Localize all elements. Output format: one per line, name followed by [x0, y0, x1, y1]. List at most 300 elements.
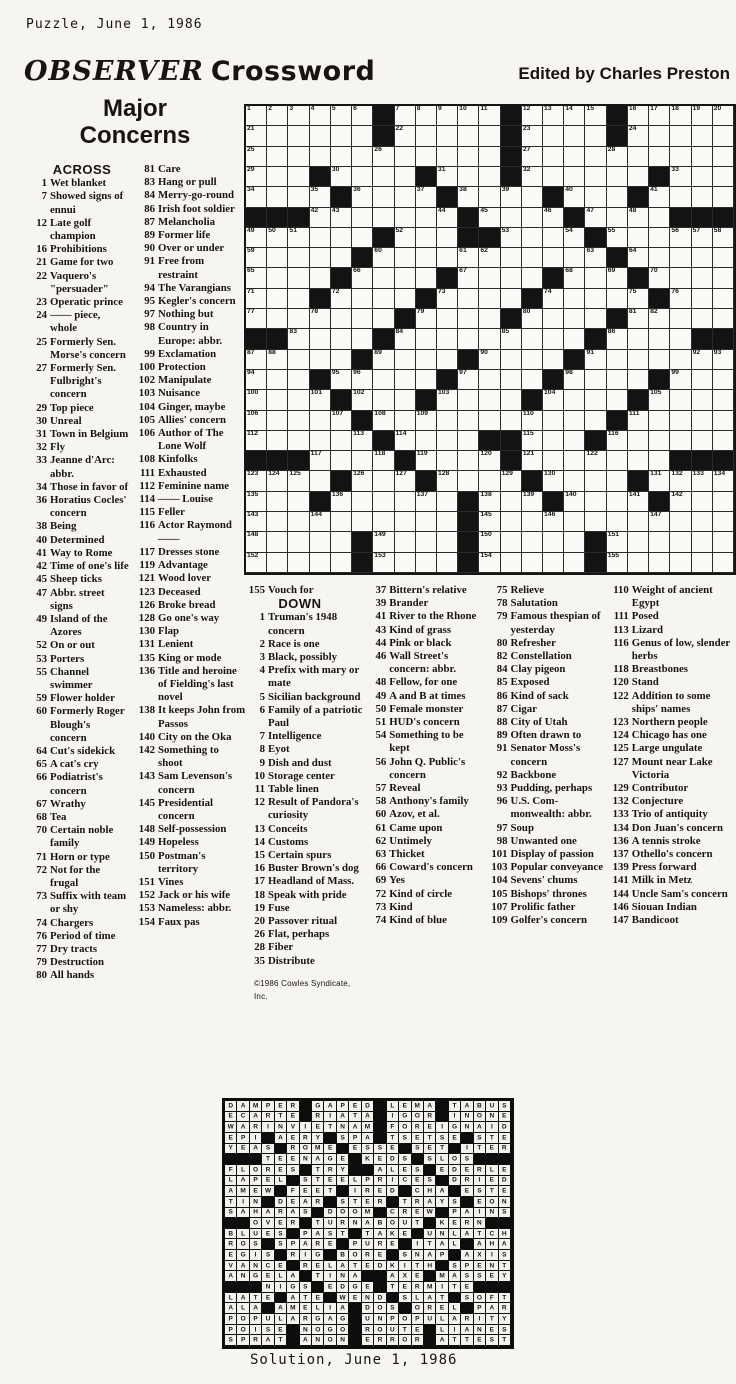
solution-cell	[275, 1122, 287, 1133]
solution-letter: E	[328, 1240, 333, 1248]
puzzle-cell	[437, 532, 458, 552]
puzzle-cell	[479, 289, 500, 309]
solution-cell	[362, 1303, 374, 1314]
solution-letter: L	[440, 1315, 445, 1323]
solution-cell	[225, 1197, 237, 1208]
puzzle-cell	[628, 431, 649, 451]
solution-cell	[499, 1165, 511, 1176]
solution-cell	[250, 1271, 262, 1282]
puzzle-cell	[458, 106, 479, 126]
clue-48: 48 Fellow, for one	[375, 676, 458, 689]
solution-cell	[499, 1144, 511, 1155]
clue-62: 62 Untimely	[375, 834, 432, 847]
solution-cell	[424, 1144, 436, 1155]
cell-number: 145	[480, 511, 492, 519]
solution-letter: N	[464, 1112, 470, 1120]
solution-letter: R	[365, 1326, 370, 1334]
puzzle-cell	[395, 187, 416, 207]
solution-cell	[250, 1197, 262, 1208]
solution-cell	[436, 1218, 448, 1229]
solution-cell	[412, 1101, 424, 1112]
cell-number: 50	[268, 226, 276, 234]
solution-cell	[424, 1314, 436, 1325]
solution-letter: S	[502, 1208, 507, 1216]
solution-letter: R	[265, 1166, 271, 1174]
solution-cell	[312, 1271, 324, 1282]
puzzle-cell	[331, 370, 352, 390]
puzzle-cell	[458, 451, 479, 471]
solution-cell	[399, 1165, 411, 1176]
clue-100: 100 Protection	[138, 361, 206, 374]
puzzle-cell	[585, 471, 606, 491]
solution-letter: A	[228, 1272, 234, 1280]
clue-69: 69 Yes	[375, 874, 405, 887]
solution-letter: F	[390, 1123, 395, 1131]
solution-cell	[399, 1314, 411, 1325]
solution-letter: E	[303, 1304, 308, 1312]
solution-cell	[499, 1197, 511, 1208]
solution-letter: L	[452, 1304, 457, 1312]
solution-cell	[474, 1165, 486, 1176]
solution-letter: A	[253, 1112, 258, 1120]
cell-number: 107	[331, 409, 344, 417]
solution-cell	[412, 1314, 424, 1325]
puzzle-cell	[628, 289, 649, 309]
clue-44: 44 Pink or black	[375, 636, 452, 649]
solution-cell	[225, 1229, 237, 1240]
black-cell	[352, 350, 373, 370]
solution-letter: N	[340, 1123, 345, 1131]
puzzle-cell	[331, 228, 352, 248]
puzzle-cell	[628, 512, 649, 532]
clue-1: 1 Truman's 1948 concern	[259, 611, 338, 637]
clue-4: 4 Prefix with mary or mate	[259, 664, 360, 690]
solution-letter: A	[228, 1304, 234, 1312]
puzzle-cell	[692, 411, 713, 431]
solution-cell	[461, 1122, 473, 1133]
black-cell	[399, 1144, 411, 1155]
solution-letter: P	[415, 1315, 420, 1323]
solution-letter: L	[241, 1304, 246, 1312]
solution-letter: D	[452, 1176, 457, 1184]
puzzle-cell	[670, 411, 691, 431]
solution-cell	[387, 1325, 399, 1336]
solution-cell	[262, 1293, 274, 1304]
cell-number: 47	[586, 206, 595, 214]
solution-cell	[237, 1186, 249, 1197]
solution-letter: A	[427, 1251, 433, 1259]
solution-letter: E	[489, 1326, 495, 1334]
solution-cell	[324, 1101, 336, 1112]
puzzle-cell	[246, 228, 267, 248]
puzzle-cell	[522, 167, 543, 187]
solution-letter: B	[340, 1251, 345, 1259]
puzzle-cell	[246, 370, 267, 390]
puzzle-cell	[246, 126, 267, 146]
solution-letter: S	[427, 1176, 432, 1184]
puzzle-cell	[649, 329, 670, 349]
puzzle-cell	[692, 126, 713, 146]
puzzle-cell	[479, 471, 500, 491]
solution-letter: D	[365, 1304, 370, 1312]
solution-letter: L	[228, 1294, 233, 1302]
cell-number: 3	[289, 105, 294, 112]
puzzle-cell	[585, 390, 606, 410]
solution-letter: T	[328, 1123, 333, 1131]
puzzle-cell	[649, 147, 670, 167]
solution-letter: T	[390, 1134, 395, 1142]
solution-cell	[436, 1250, 448, 1261]
puzzle-cell	[543, 228, 564, 248]
puzzle-cell	[713, 390, 734, 410]
clue-123: 123 Northern people	[612, 716, 708, 729]
black-cell	[287, 1261, 299, 1272]
puzzle-cell	[479, 329, 500, 349]
solution-letter: K	[439, 1219, 445, 1227]
puzzle-cell	[331, 167, 352, 187]
solution-letter: R	[377, 1198, 383, 1206]
cell-number: 90	[480, 348, 488, 356]
puzzle-cell	[522, 147, 543, 167]
clue-52: 52 On or out	[36, 639, 95, 652]
clue-119: 119 Advantage	[139, 559, 208, 572]
solution-letter: E	[265, 1272, 271, 1280]
puzzle-cell	[607, 512, 628, 532]
clue-145: 145 Presidential concern	[138, 796, 213, 822]
solution-cell	[486, 1186, 498, 1197]
puzzle-cell	[310, 248, 331, 268]
solution-letter: C	[265, 1262, 271, 1270]
cell-number: 75	[628, 287, 637, 295]
masthead-crossword: Crossword	[210, 56, 376, 87]
solution-letter: I	[254, 1251, 257, 1259]
puzzle-cell	[713, 553, 734, 573]
solution-letter: N	[253, 1262, 258, 1270]
puzzle-cell	[713, 471, 734, 491]
solution-letter: A	[464, 1102, 470, 1110]
black-cell	[267, 451, 288, 471]
solution-letter: I	[441, 1123, 443, 1131]
solution-letter: O	[476, 1112, 482, 1120]
cell-number: 48	[628, 206, 637, 214]
solution-letter: I	[354, 1187, 356, 1195]
puzzle-cell	[246, 106, 267, 126]
black-cell	[501, 309, 522, 329]
puzzle-cell	[607, 553, 628, 573]
solution-letter: E	[228, 1134, 233, 1142]
solution-cell	[287, 1282, 299, 1293]
clue-131: 131 Lenient	[138, 638, 194, 651]
cell-number: 97	[459, 368, 467, 376]
clue-79: 79 Destruction	[36, 956, 104, 969]
solution-letter: U	[365, 1315, 370, 1323]
solution-cell	[387, 1314, 399, 1325]
clue-22: 22 Vaquero's "persuader"	[36, 269, 109, 295]
puzzle-cell	[670, 431, 691, 451]
cell-number: 56	[671, 226, 679, 234]
solution-letter: E	[415, 1176, 420, 1184]
solution-cell	[237, 1208, 249, 1219]
solution-cell	[287, 1293, 299, 1304]
cell-number: 94	[247, 368, 255, 376]
solution-cell	[324, 1229, 336, 1240]
clue-151: 151 Vines	[138, 875, 184, 888]
puzzle-cell	[267, 411, 288, 431]
solution-cell	[287, 1101, 299, 1112]
black-cell	[395, 309, 416, 329]
solution-letter: B	[377, 1219, 383, 1227]
puzzle-cell	[246, 512, 267, 532]
solution-cell	[225, 1176, 237, 1187]
solution-cell	[499, 1112, 511, 1123]
puzzle-cell	[713, 228, 734, 248]
puzzle-cell	[458, 431, 479, 451]
black-cell	[246, 208, 267, 228]
solution-cell	[337, 1218, 349, 1229]
solution-cell	[225, 1133, 237, 1144]
solution-letter: P	[390, 1315, 395, 1323]
solution-cell	[436, 1325, 448, 1336]
solution-cell	[300, 1325, 312, 1336]
solution-letter: A	[464, 1326, 470, 1334]
solution-cell	[349, 1239, 361, 1250]
puzzle-cell	[479, 167, 500, 187]
solution-letter: R	[477, 1166, 482, 1174]
solution-cell	[300, 1176, 312, 1187]
solution-letter: N	[489, 1262, 495, 1270]
solution-cell	[250, 1165, 262, 1176]
puzzle-cell	[437, 289, 458, 309]
puzzle-cell	[522, 187, 543, 207]
solution-cell	[349, 1282, 361, 1293]
puzzle-cell	[352, 289, 373, 309]
black-cell	[275, 1186, 287, 1197]
solution-letter: O	[489, 1198, 495, 1206]
cell-number: 109	[416, 409, 429, 417]
puzzle-cell	[479, 147, 500, 167]
puzzle-cell	[267, 187, 288, 207]
clue-54: 54 Something to be kept	[375, 729, 464, 755]
black-cell	[362, 1271, 374, 1282]
cell-number: 88	[268, 348, 276, 356]
clue-141: 141 Milk in Metz	[612, 874, 692, 887]
solution-cell	[436, 1271, 448, 1282]
black-cell	[607, 248, 628, 268]
puzzle-cell	[649, 350, 670, 370]
solution-letter: O	[240, 1240, 246, 1248]
puzzle-cell	[352, 167, 373, 187]
solution-letter: C	[390, 1208, 395, 1216]
solution-cell	[399, 1112, 411, 1123]
solution-letter: S	[464, 1272, 470, 1280]
cell-number: 9	[437, 105, 442, 112]
cell-number: 60	[374, 247, 382, 255]
puzzle-cell	[310, 451, 331, 471]
puzzle-cell	[331, 451, 352, 471]
puzzle-cell	[692, 289, 713, 309]
solution-cell	[412, 1144, 424, 1155]
puzzle-cell	[437, 167, 458, 187]
cell-number: 127	[395, 470, 407, 478]
solution-cell	[387, 1144, 399, 1155]
puzzle-cell	[628, 411, 649, 431]
solution-letter: E	[439, 1304, 445, 1312]
cell-number: 112	[247, 429, 258, 437]
solution-letter: L	[328, 1262, 333, 1270]
cell-number: 54	[565, 226, 573, 234]
solution-cell	[262, 1122, 274, 1133]
clue-155: 155 Vouch for	[248, 584, 314, 596]
solution-letter: A	[315, 1230, 321, 1238]
clue-86: 86 Irish foot soldier	[144, 202, 235, 215]
solution-letter: N	[477, 1326, 482, 1334]
puzzle-cell	[416, 126, 437, 146]
cell-number: 132	[671, 470, 683, 478]
clue-104: 104 Ginger, maybe	[138, 400, 226, 413]
black-cell	[424, 1165, 436, 1176]
black-cell	[486, 1218, 498, 1229]
solution-cell	[237, 1197, 249, 1208]
solution-cell	[225, 1208, 237, 1219]
solution-cell	[287, 1250, 299, 1261]
clue-83: 83 Hang or pull	[144, 176, 217, 189]
solution-letter: T	[228, 1198, 233, 1206]
black-cell	[499, 1282, 511, 1293]
puzzle-cell	[437, 431, 458, 451]
solution-cell	[225, 1314, 237, 1325]
solution-cell	[275, 1133, 287, 1144]
puzzle-cell	[246, 147, 267, 167]
puzzle-cell	[564, 532, 585, 552]
puzzle-cell	[628, 350, 649, 370]
solution-letter: R	[377, 1240, 383, 1248]
solution-letter: A	[452, 1315, 457, 1323]
black-cell	[352, 411, 373, 431]
solution-cell	[300, 1239, 312, 1250]
puzzle-cell	[670, 248, 691, 268]
cell-number: 152	[247, 551, 259, 559]
solution-letter: E	[390, 1240, 395, 1248]
solution-cell	[449, 1239, 461, 1250]
solution-cell	[387, 1303, 399, 1314]
clue-39: 39 Brander	[375, 597, 429, 610]
solution-cell	[225, 1250, 237, 1261]
solution-cell	[474, 1250, 486, 1261]
solution-letter: E	[328, 1176, 333, 1184]
solution-letter: S	[340, 1134, 345, 1142]
puzzle-cell	[288, 106, 309, 126]
puzzle-cell	[310, 553, 331, 573]
solution-cell	[374, 1229, 386, 1240]
cell-number: 146	[544, 511, 556, 519]
solution-cell	[337, 1101, 349, 1112]
solution-letter: G	[402, 1112, 408, 1120]
solution-cell	[387, 1239, 399, 1250]
puzzle-cell	[522, 451, 543, 471]
solution-cell	[474, 1325, 486, 1336]
cell-number: 40	[565, 186, 573, 194]
solution-cell	[324, 1112, 336, 1123]
cell-number: 105	[650, 389, 662, 397]
puzzle-cell	[543, 471, 564, 491]
solution-cell	[287, 1154, 299, 1165]
puzzle-cell	[670, 126, 691, 146]
cell-number: 108	[374, 409, 386, 417]
black-cell	[474, 1282, 486, 1293]
solution-letter: A	[265, 1208, 271, 1216]
solution-letter: N	[315, 1336, 321, 1344]
cell-number: 31	[437, 165, 446, 173]
solution-cell	[324, 1271, 336, 1282]
clue-66: 66 Coward's concern	[375, 861, 473, 874]
solution-cell	[449, 1282, 461, 1293]
cell-number: 28	[607, 145, 616, 153]
clue-25: 25 Formerly Sen. Morse's concern	[36, 335, 126, 361]
puzzle-cell	[288, 329, 309, 349]
clue-127: 127 Mount near Lake Victoria	[612, 755, 713, 781]
solution-letter: I	[478, 1176, 481, 1184]
black-cell	[449, 1250, 461, 1261]
black-cell	[262, 1239, 274, 1250]
cell-number: 104	[544, 389, 556, 397]
puzzle-cell	[649, 553, 670, 573]
solution-cell	[275, 1239, 287, 1250]
cell-number: 113	[353, 429, 365, 437]
solution-letter: L	[489, 1166, 494, 1174]
solution-cell	[486, 1144, 498, 1155]
solution-letter: N	[414, 1251, 420, 1259]
solution-cell	[461, 1101, 473, 1112]
cell-number: 86	[607, 328, 616, 336]
clue-90: 90 Over or under	[144, 242, 225, 255]
solution-cell	[312, 1314, 324, 1325]
clue-104: 104 Sevens' chums	[491, 874, 578, 887]
solution-letter: I	[391, 1112, 394, 1120]
puzzle-cell	[543, 126, 564, 146]
solution-cell	[424, 1112, 436, 1123]
solution-letter: S	[390, 1304, 395, 1312]
puzzle-cell	[628, 126, 649, 146]
solution-cell	[399, 1218, 411, 1229]
clue-46: 46 Wall Street's concern: abbr.	[375, 650, 457, 676]
solution-letter: S	[328, 1230, 333, 1238]
solution-cell	[337, 1229, 349, 1240]
solution-cell	[486, 1239, 498, 1250]
clue-148: 148 Self-possession	[138, 823, 227, 836]
solution-letter: E	[415, 1326, 420, 1334]
black-cell	[331, 471, 352, 491]
puzzle-cell	[543, 512, 564, 532]
puzzle-cell	[373, 451, 394, 471]
clue-105: 105 Allies' concern	[138, 413, 227, 426]
puzzle-cell	[246, 492, 267, 512]
black-cell	[458, 553, 479, 573]
black-cell	[374, 1271, 386, 1282]
puzzle-cell	[543, 147, 564, 167]
puzzle-cell	[713, 126, 734, 146]
cell-number: 1	[247, 105, 251, 112]
puzzle-cell	[649, 309, 670, 329]
solution-cell	[474, 1239, 486, 1250]
cell-number: 134	[713, 470, 726, 478]
clue-73: 73 Kind	[375, 900, 413, 913]
solution-cell	[362, 1186, 374, 1197]
cell-number: 151	[607, 531, 620, 539]
solution-cell	[250, 1144, 262, 1155]
clue-60: 60 Azov, et al.	[375, 808, 440, 821]
black-cell	[416, 471, 437, 491]
solution-letter: E	[464, 1283, 470, 1291]
